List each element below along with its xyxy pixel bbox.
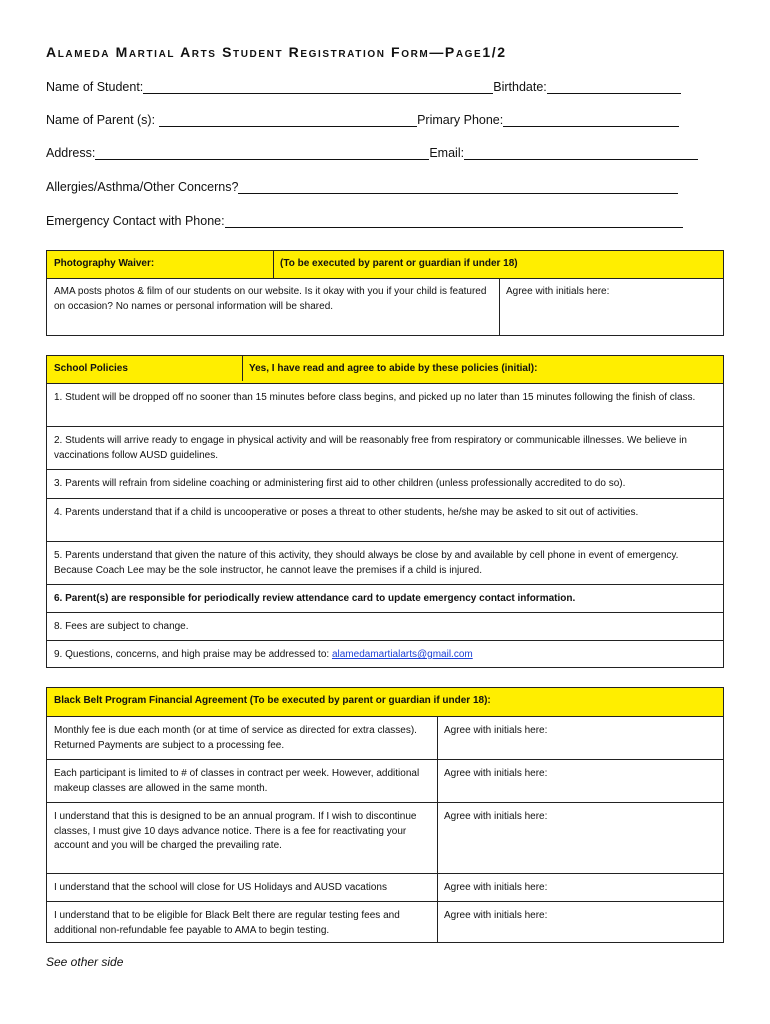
see-other-side: See other side: [46, 955, 124, 969]
photo-header-right: (To be executed by parent or guardian if under 18): [280, 258, 518, 269]
allergies-field[interactable]: [238, 180, 678, 194]
contact-email-link[interactable]: alamedamartialarts@gmail.com: [331, 649, 473, 660]
student-row: [46, 80, 681, 94]
policy-item-9: [47, 642, 723, 669]
finance-header: Black Belt Program Financial Agreement (To be executed by parent or guardian if under 18):: [47, 688, 723, 716]
policies-header-left: School Policies: [54, 363, 128, 374]
policy-item-6: 6. Parent(s) are responsible for periodically review attendance card to update emergency contact information.: [54, 593, 576, 604]
policy-item-2: 2. Students will arrive ready to engage in physical activity and will be reasonably free from respiratory or communicable illnesses. We believe in vaccinations follow AUSD guidelines.: [54, 435, 687, 461]
phone-label: Primary Phone:: [417, 113, 504, 127]
finance-table: [46, 687, 724, 943]
policy-item-4: 4. Parents understand that if a child is uncooperative or poses a threat to other students, he/she may be asked to sit out of activities.: [54, 507, 639, 518]
finance-row-4-text: I understand that the school will close for US Holidays and AUSD vacations: [54, 882, 387, 893]
finance-row-3-agree[interactable]: Agree with initials here:: [444, 811, 548, 822]
address-row: [46, 146, 698, 160]
page-title: Alameda Martial Arts Student Registration Form—Page1/2: [46, 44, 507, 60]
policy-item-9-text: 9. Questions, concerns, and high praise may be addressed to:: [54, 649, 330, 660]
policies-header-right[interactable]: Yes, I have read and agree to abide by these policies (initial):: [249, 363, 538, 374]
student-label: Name of Student:: [46, 80, 144, 94]
finance-row-5-agree[interactable]: Agree with initials here:: [444, 910, 548, 921]
parent-row: [46, 113, 679, 127]
email-label: Email:: [429, 146, 465, 160]
parent-label: Name of Parent (s):: [46, 113, 156, 127]
photo-text: AMA posts photos & film of our students on our website. Is it okay with you if your child is featured on occasion? No names or personal information will be shared.: [54, 286, 487, 312]
finance-row-4-agree[interactable]: Agree with initials here:: [444, 882, 548, 893]
finance-row-5-text: I understand that to be eligible for Black Belt there are regular testing fees and additional non-refundable fee payable to AMA to begin testing.: [54, 910, 400, 936]
policy-item-5: 5. Parents understand that given the nature of this activity, they should always be close by and available by cell phone in event of emergency. Because Coach Lee may be the sole instructor, he cannot leave the premises if a child is injured.: [54, 550, 679, 576]
photo-agree[interactable]: Agree with initials here:: [506, 286, 610, 297]
allergies-label: Allergies/Asthma/Other Concerns?: [46, 180, 239, 194]
student-field[interactable]: [143, 80, 493, 94]
emergency-field[interactable]: [225, 214, 683, 228]
policy-item-1: 1. Student will be dropped off no sooner than 15 minutes before class begins, and picked up no later than 15 minutes following the finish of class.: [54, 392, 696, 403]
policy-item-3: 3. Parents will refrain from sideline coaching or administering first aid to other children (unless professionally accredited to do so).: [54, 478, 626, 489]
policy-item-8: 8. Fees are subject to change.: [54, 621, 189, 632]
finance-row-3-text: I understand that this is designed to be an annual program. If I wish to discontinue classes, I must give 10 days advance notice. There is a fee for reactivating your account and you will be charged the prevailing rate.: [54, 811, 417, 851]
policies-table: [46, 355, 724, 668]
finance-row-2-agree[interactable]: Agree with initials here:: [444, 768, 548, 779]
allergies-row: [46, 180, 678, 194]
emergency-label: Emergency Contact with Phone:: [46, 214, 225, 228]
photo-waiver-table: [46, 250, 724, 336]
finance-row-2-text: Each participant is limited to # of classes in contract per week. However, additional makeup classes are allowed in the same month.: [54, 768, 420, 794]
address-field[interactable]: [95, 146, 429, 160]
address-label: Address:: [46, 146, 96, 160]
emergency-row: [46, 214, 683, 228]
parent-field[interactable]: [159, 113, 417, 127]
finance-row-1-text: Monthly fee is due each month (or at time of service as directed for extra classes). Returned Payments are subject to a processing fee.: [54, 725, 417, 751]
email-field[interactable]: [464, 146, 698, 160]
birthdate-label: Birthdate:: [493, 80, 547, 94]
finance-row-1-agree[interactable]: Agree with initials here:: [444, 725, 548, 736]
photo-header-left: Photography Waiver:: [54, 258, 155, 269]
birthdate-field[interactable]: [547, 80, 681, 94]
phone-field[interactable]: [503, 113, 679, 127]
